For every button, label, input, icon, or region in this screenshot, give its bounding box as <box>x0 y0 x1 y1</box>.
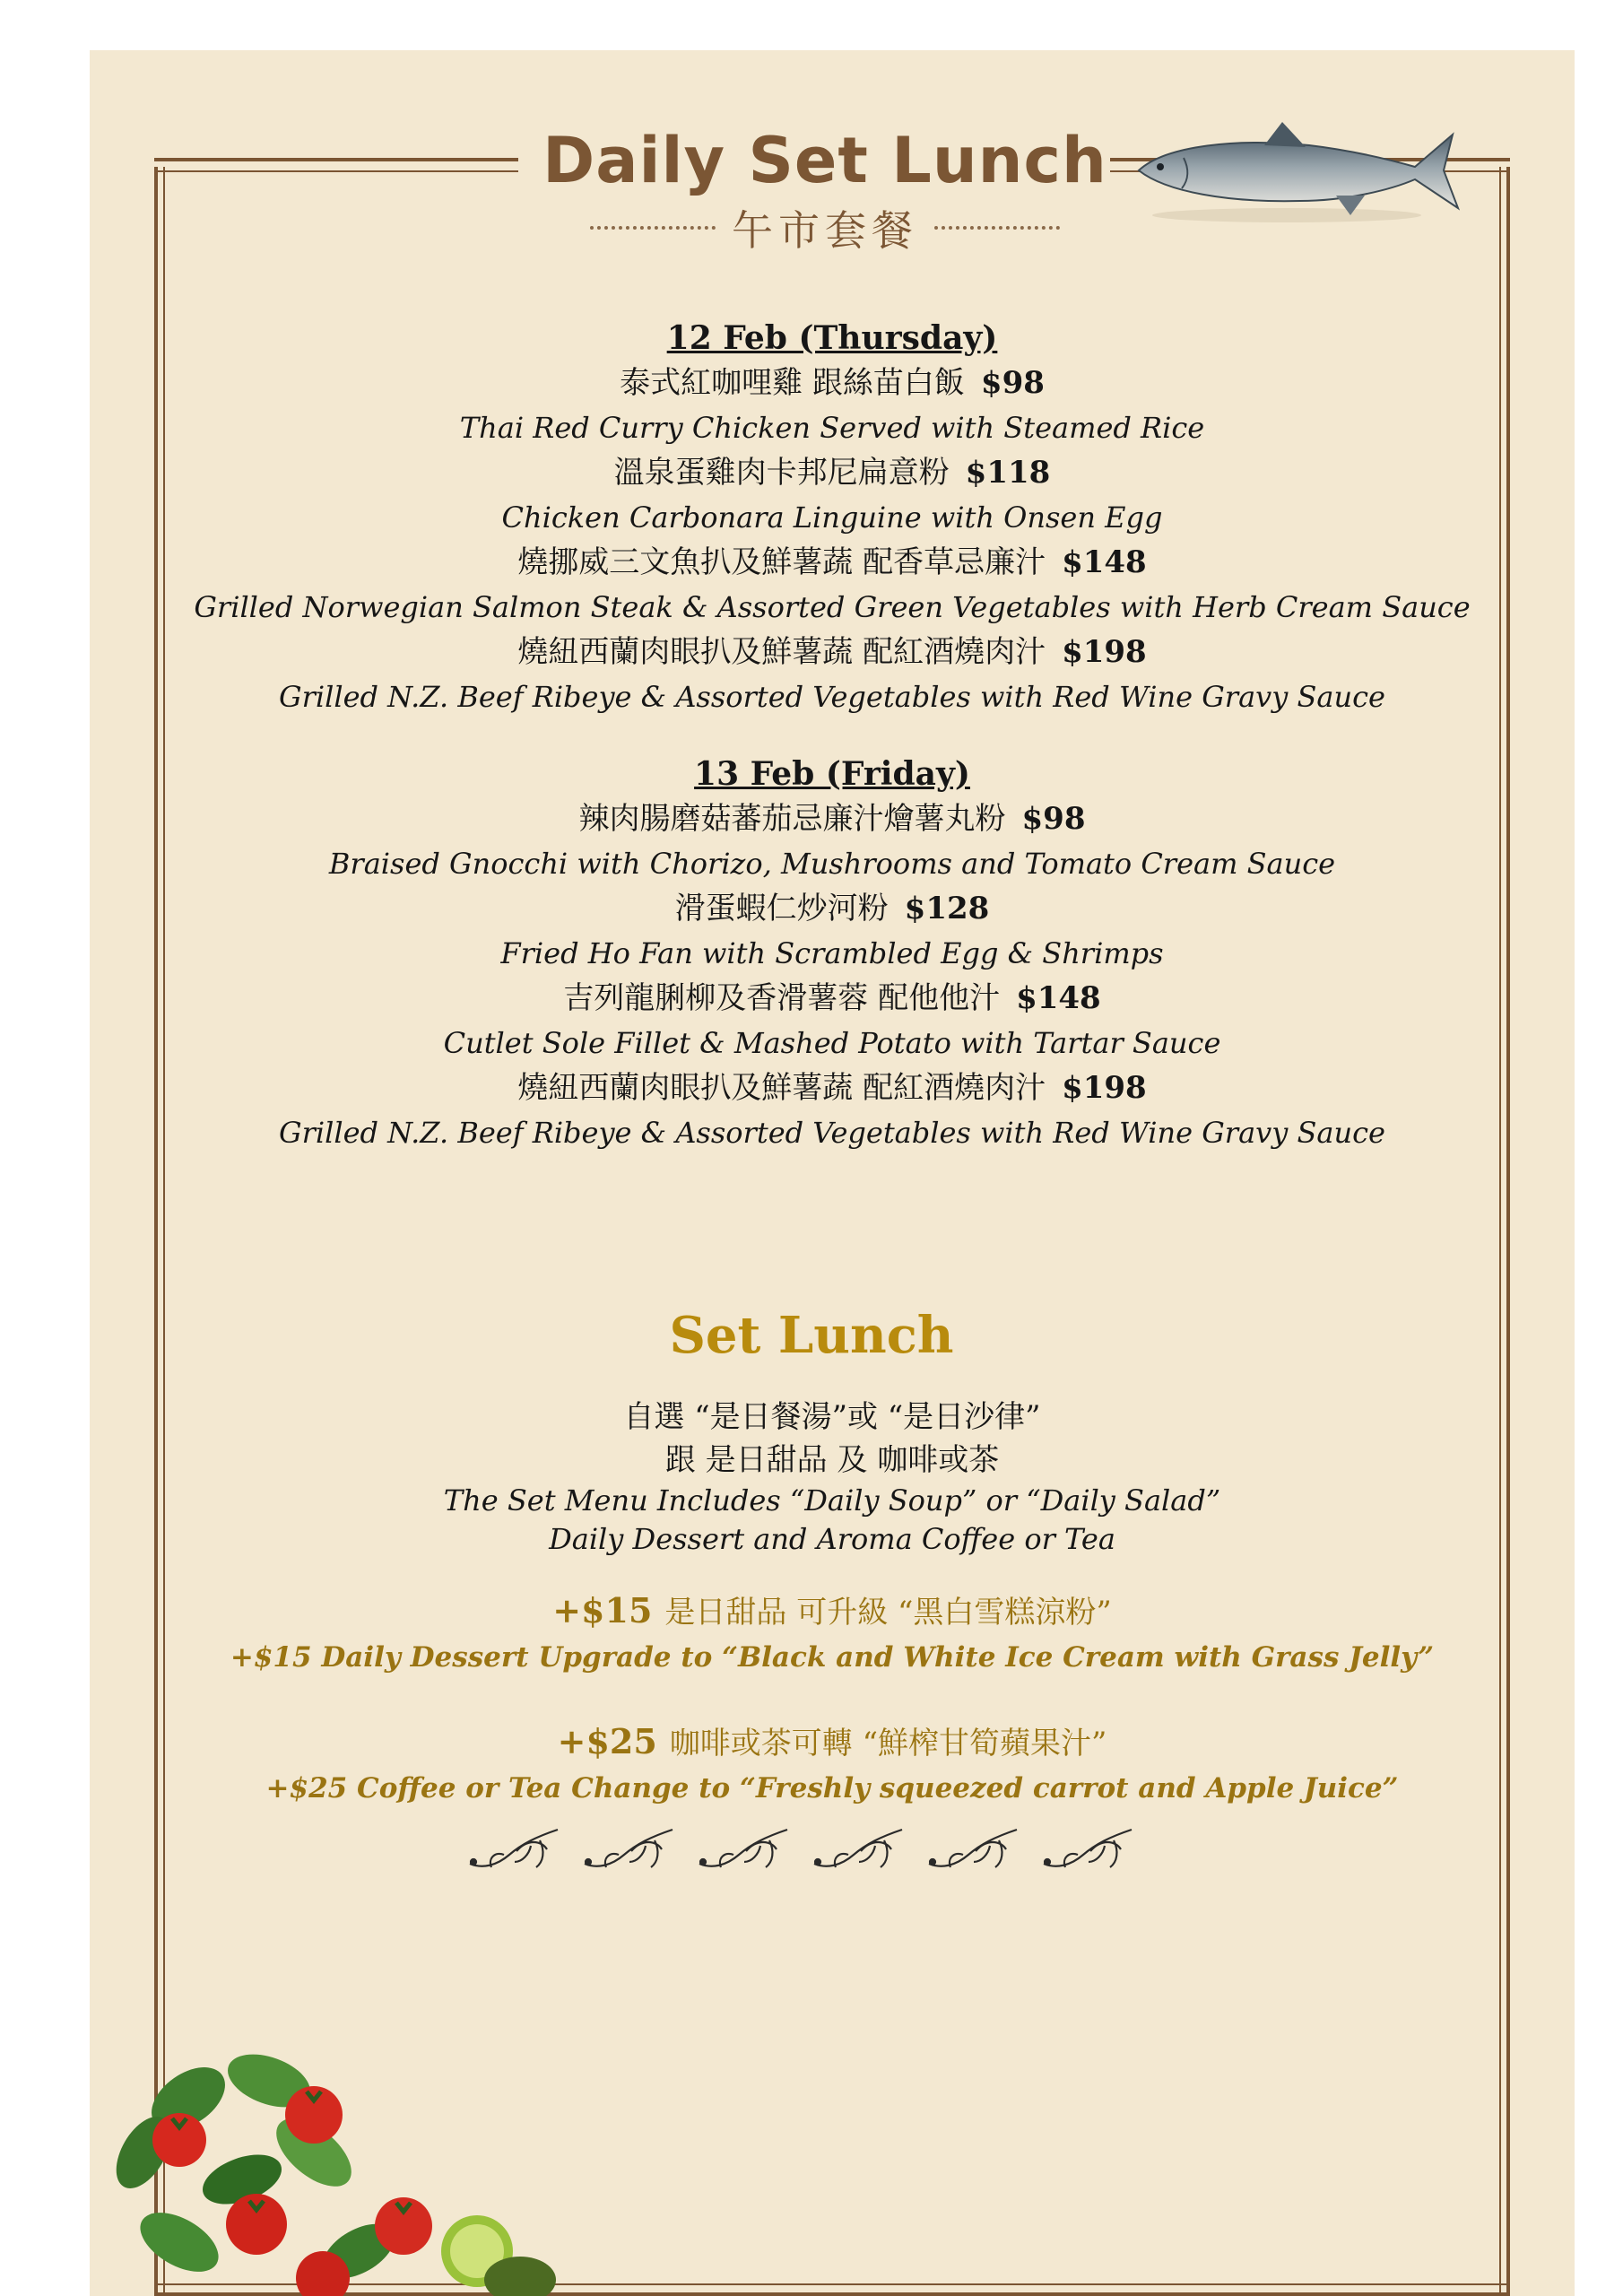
dish-name-en: Grilled N.Z. Beef Ribeye & Assorted Vegetables with Red Wine Gravy Sauce <box>279 1116 1385 1150</box>
dish-price: $198 <box>1062 1070 1147 1106</box>
dish-name-zh: 燒紐西蘭肉眼扒及鮮薯蔬 配紅酒燒肉汁 <box>517 634 1046 670</box>
dish-zh-row <box>179 1065 1485 1110</box>
upgrade-zh-row <box>179 1718 1485 1767</box>
dish-name-zh: 燒挪威三文魚扒及鮮薯蔬 配香草忌廉汁 <box>517 544 1046 580</box>
dish-zh-row <box>179 630 1485 674</box>
dish-name-en: Thai Red Curry Chicken Served with Steamed Rice <box>459 411 1205 445</box>
dish-name-zh: 燒紐西蘭肉眼扒及鮮薯蔬 配紅酒燒肉汁 <box>517 1070 1046 1106</box>
title-zh-row <box>538 199 1112 257</box>
dish-price: $198 <box>1062 634 1147 670</box>
set-lunch-title: Set Lunch <box>669 1306 954 1365</box>
dish-zh-row <box>179 450 1485 495</box>
dish-name-zh: 泰式紅咖哩雞 跟絲苗白飯 <box>620 365 965 401</box>
upgrade-zh: 咖啡或茶可轉 “鮮榨甘筍蘋果汁” <box>669 1726 1107 1761</box>
upgrade-zh: 是日甜品 可升級 “黑白雪糕涼粉” <box>664 1595 1112 1631</box>
upgrade-amount: +$25 <box>557 1721 657 1761</box>
dish-name-en: Fried Ho Fan with Scrambled Egg & Shrimps <box>500 936 1164 970</box>
set-description-zh-2: 跟 是日甜品 及 咖啡或茶 <box>664 1442 1000 1478</box>
set-description-zh-1: 自選 “是日餐湯”或 “是日沙律” <box>623 1399 1041 1435</box>
upgrade-en: +$25 Coffee or Tea Change to “Freshly squeezed carrot and Apple Juice” <box>265 1772 1399 1805</box>
dish-price: $98 <box>1021 801 1086 837</box>
dish-zh-row <box>179 796 1485 841</box>
dish-name-zh: 溫泉蛋雞肉卡邦尼扁意粉 <box>613 455 950 491</box>
dotted-rule-left <box>590 226 716 230</box>
dish-price: $148 <box>1062 544 1147 580</box>
dish-price: $128 <box>904 891 990 926</box>
upgrade-en: +$15 Daily Dessert Upgrade to “Black and White Ice Cream with Grass Jelly” <box>230 1641 1435 1674</box>
dish-zh-row <box>179 361 1485 405</box>
frame-border-top-left <box>154 158 518 172</box>
upgrade-amount: +$15 <box>552 1590 653 1631</box>
dish-name-zh: 吉列龍脷柳及香滑薯蓉 配他他汁 <box>563 980 1001 1016</box>
dish-price: $98 <box>980 365 1045 401</box>
dish-zh-row <box>179 976 1485 1021</box>
dish-name-en: Grilled N.Z. Beef Ribeye & Assorted Vegetables with Red Wine Gravy Sauce <box>279 680 1385 714</box>
upgrade-dessert <box>179 1587 1485 1679</box>
page-title-zh: 午市套餐 <box>732 206 918 255</box>
dotted-rule-right <box>934 226 1060 230</box>
day-heading: 13 Feb (Friday) <box>694 755 970 793</box>
dish-zh-row <box>179 886 1485 931</box>
set-lunch-description <box>179 1396 1485 1559</box>
dish-name-en: Chicken Carbonara Linguine with Onsen Egg <box>501 500 1163 535</box>
dish-name-en: Grilled Norwegian Salmon Steak & Assorted Green Vegetables with Herb Cream Sauce <box>194 590 1471 624</box>
page-title: Daily Set Lunch <box>542 124 1107 197</box>
salmon-illustration <box>1130 115 1462 230</box>
day-heading: 12 Feb (Thursday) <box>666 319 998 357</box>
day-section-friday <box>179 752 1485 1155</box>
day-section-thursday <box>179 316 1485 719</box>
frame-border-left <box>154 167 165 2296</box>
dish-zh-row <box>179 540 1485 585</box>
dish-name-en: Braised Gnocchi with Chorizo, Mushrooms and Tomato Cream Sauce <box>328 847 1336 881</box>
set-description-en-1: The Set Menu Includes “Daily Soup” or “Daily Salad” <box>443 1483 1221 1518</box>
dish-name-en: Cutlet Sole Fillet & Mashed Potato with Tartar Sauce <box>443 1026 1221 1060</box>
floral-ornament-divider <box>464 1824 1155 1876</box>
upgrade-drink <box>179 1718 1485 1810</box>
upgrade-zh-row <box>179 1587 1485 1636</box>
set-description-en-2: Daily Dessert and Aroma Coffee or Tea <box>549 1522 1115 1556</box>
tomato-basil-illustration <box>90 2018 556 2296</box>
dish-name-zh: 滑蛋蝦仁炒河粉 <box>674 891 889 926</box>
dish-price: $148 <box>1016 980 1101 1016</box>
dish-price: $118 <box>965 455 1051 491</box>
dish-name-zh: 辣肉腸磨菇蕃茄忌廉汁燴薯丸粉 <box>578 801 1006 837</box>
frame-border-right <box>1499 167 1510 2296</box>
